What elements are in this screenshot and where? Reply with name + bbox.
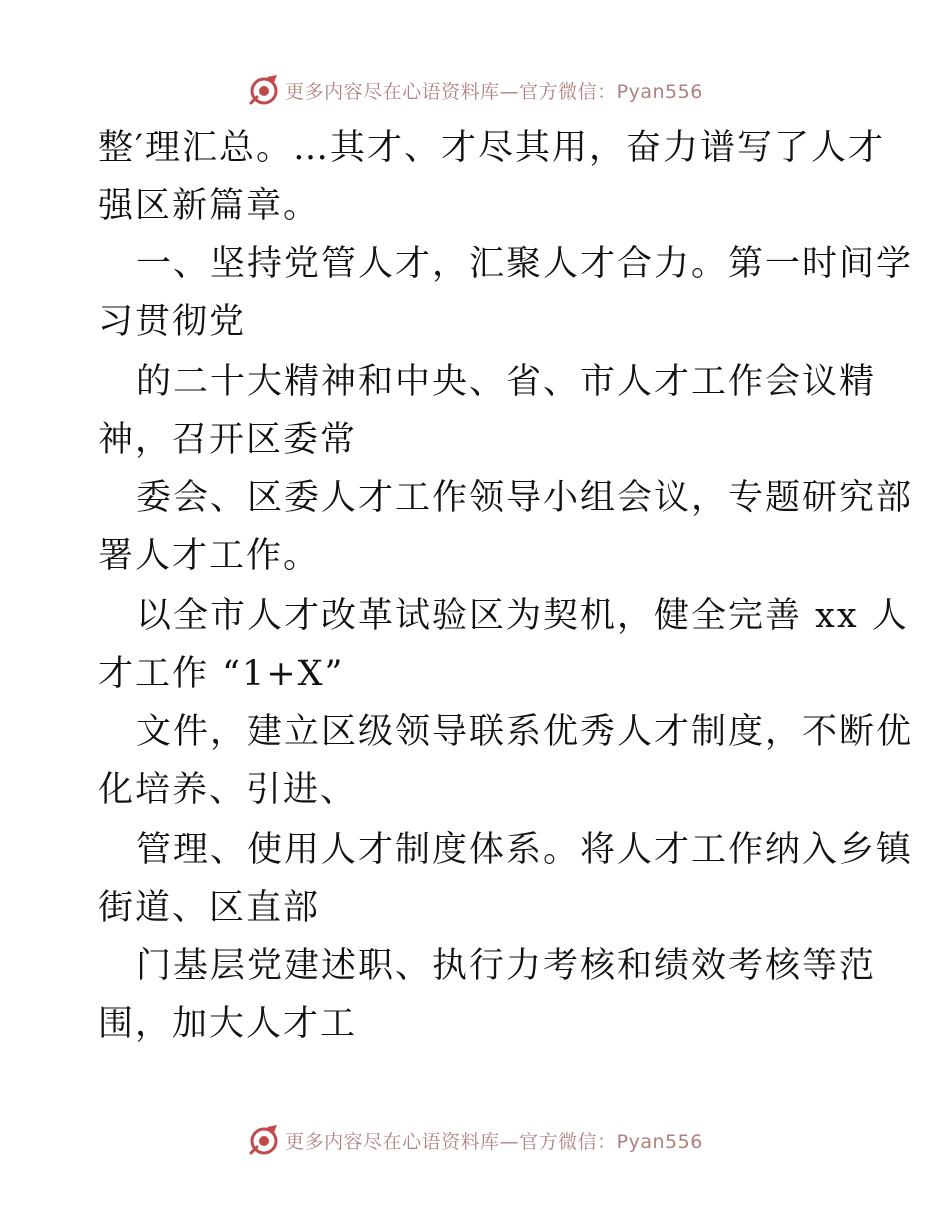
text-line-16: 围，加大人才工 <box>98 1004 358 1044</box>
footer-watermark-banner <box>0 1120 950 1160</box>
text-line-5: 的二十大精神和中央、省、市人才工作会议精 <box>136 362 877 402</box>
text-line-13: 管理、使用人才制度体系。将人才工作纳入乡镇 <box>136 830 914 870</box>
footer-banner-dash: — <box>499 1130 520 1153</box>
text-line-9: 以全市人才改革试验区为契机，健全完善 xx 人 <box>136 596 909 636</box>
footer-banner-wechat: 官方微信：Pyan556 <box>519 1130 703 1153</box>
pen-logo-icon <box>247 73 281 107</box>
text-line-3: 一、坚持党管人才，汇聚人才合力。第一时间学 <box>136 244 914 284</box>
text-line-8: 署人才工作。 <box>98 536 321 576</box>
text-line-10: 才工作 “1+X” <box>98 654 345 694</box>
header-banner-main: 更多内容尽在心语资料库 <box>285 80 500 103</box>
text-line-2: 强区新篇章。 <box>98 186 321 226</box>
footer-banner-main: 更多内容尽在心语资料库 <box>285 1130 500 1153</box>
text-line-1: 整′理汇总。…其才、才尽其用，奋力谱写了人才 <box>98 128 885 168</box>
header-watermark-banner <box>0 70 950 110</box>
header-banner-dash: — <box>499 80 520 103</box>
text-line-15: 门基层党建述职、执行力考核和绩效考核等范 <box>136 946 877 986</box>
pen-logo-icon <box>247 1123 281 1157</box>
text-line-6: 神，召开区委常 <box>98 420 358 460</box>
text-line-7: 委会、区委人才工作领导小组会议，专题研究部 <box>136 478 914 518</box>
header-banner-wechat: 官方微信：Pyan556 <box>519 80 703 103</box>
text-line-11: 文件，建立区级领导联系优秀人才制度，不断优 <box>136 712 914 752</box>
text-line-14: 街道、区直部 <box>98 888 321 928</box>
text-line-12: 化培养、引进、 <box>98 770 358 810</box>
text-line-4: 习贯彻党 <box>98 302 247 342</box>
